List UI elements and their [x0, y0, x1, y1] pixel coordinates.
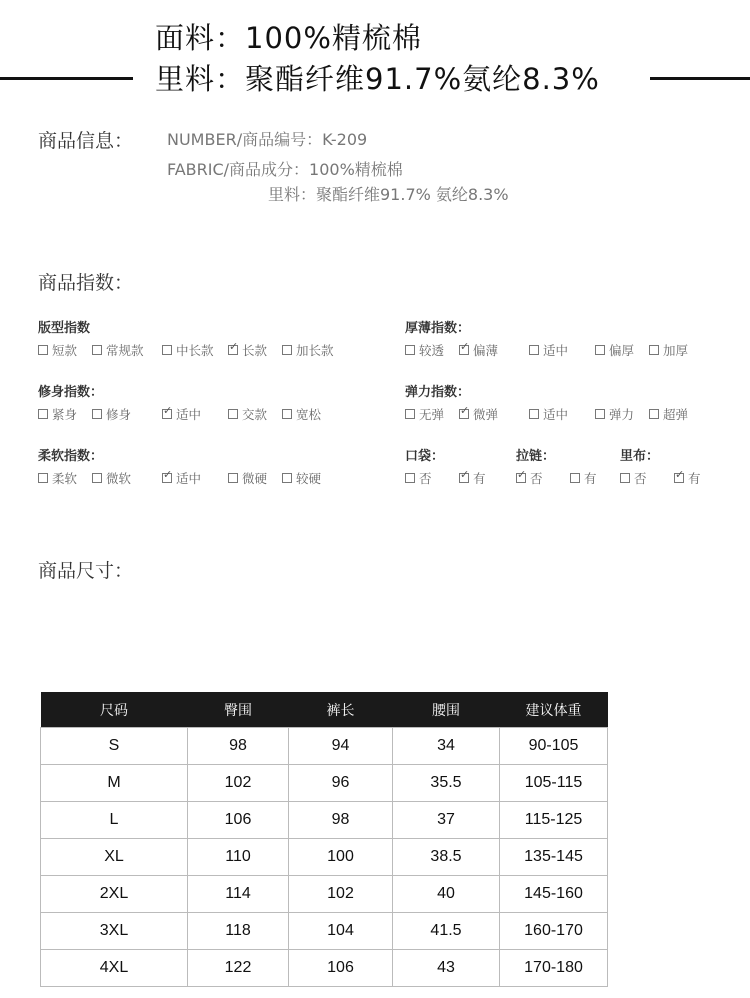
size-chart-heading: 商品尺寸： [38, 560, 134, 582]
option-row [38, 405, 342, 423]
index-option[interactable] [92, 341, 162, 359]
option-label: 有 [473, 471, 486, 486]
product-info-heading: 商品信息： [38, 130, 134, 152]
option-label: 微硬 [242, 471, 268, 486]
table-cell: 41.5 [393, 913, 500, 950]
table-cell: S [41, 728, 188, 765]
table-cell: 43 [393, 950, 500, 987]
table-cell: 170-180 [500, 950, 608, 987]
table-cell: 106 [289, 950, 393, 987]
index-option[interactable] [595, 341, 649, 359]
table-cell: 98 [188, 728, 289, 765]
option-label: 交款 [242, 407, 268, 422]
option-label: 偏厚 [609, 343, 635, 358]
option-label: 常规款 [106, 343, 144, 358]
table-cell: 118 [188, 913, 289, 950]
option-label: 适中 [176, 407, 202, 422]
index-title: 弹力指数： [405, 385, 471, 400]
table-cell: M [41, 765, 188, 802]
table-cell: 38.5 [393, 839, 500, 876]
fabric-line: 面料：100%精梳棉 [155, 21, 422, 55]
checkbox-icon[interactable] [529, 409, 539, 419]
option-label: 否 [634, 471, 647, 486]
option-label: 较硬 [296, 471, 322, 486]
index-option[interactable] [38, 469, 92, 487]
option-label: 较透 [419, 343, 445, 358]
table-row [41, 728, 608, 765]
checkbox-icon[interactable] [38, 409, 48, 419]
option-row [516, 469, 620, 487]
table-cell: 2XL [41, 876, 188, 913]
table-cell: 34 [393, 728, 500, 765]
size-table [40, 692, 608, 987]
checkbox-icon[interactable] [405, 409, 415, 419]
left-rule [0, 77, 133, 80]
table-cell: 4XL [41, 950, 188, 987]
product-number: NUMBER/商品编号：K-209 [167, 130, 368, 149]
table-cell: 105-115 [500, 765, 608, 802]
product-index-heading: 商品指数： [38, 272, 134, 294]
checked-box-icon[interactable] [162, 473, 172, 483]
table-cell: 37 [393, 802, 500, 839]
index-option[interactable] [405, 469, 459, 487]
index-option[interactable] [570, 469, 620, 487]
option-row [620, 469, 724, 487]
index-title: 修身指数： [38, 385, 104, 400]
table-cell: 122 [188, 950, 289, 987]
index-option[interactable] [459, 341, 529, 359]
index-option[interactable] [595, 405, 649, 423]
checkbox-icon[interactable] [38, 345, 48, 355]
checkbox-icon[interactable] [282, 473, 292, 483]
index-option[interactable] [529, 405, 595, 423]
checkbox-icon[interactable] [649, 409, 659, 419]
option-label: 宽松 [296, 407, 322, 422]
checkbox-icon[interactable] [282, 345, 292, 355]
table-cell: 114 [188, 876, 289, 913]
table-cell: 145-160 [500, 876, 608, 913]
option-row [38, 341, 342, 359]
checkbox-icon[interactable] [38, 473, 48, 483]
checkbox-icon[interactable] [282, 409, 292, 419]
checkbox-icon[interactable] [649, 345, 659, 355]
index-option[interactable] [228, 469, 282, 487]
checked-box-icon[interactable] [459, 345, 469, 355]
index-option[interactable] [649, 405, 709, 423]
index-option[interactable] [405, 341, 459, 359]
option-label: 偏薄 [473, 343, 499, 358]
option-label: 适中 [543, 343, 569, 358]
table-cell: L [41, 802, 188, 839]
option-label: 加长款 [296, 343, 334, 358]
checked-box-icon[interactable] [516, 473, 526, 483]
table-cell: 90-105 [500, 728, 608, 765]
checkbox-icon[interactable] [405, 345, 415, 355]
option-label: 修身 [106, 407, 132, 422]
checkbox-icon[interactable] [228, 409, 238, 419]
option-row [405, 469, 509, 487]
option-label: 紧身 [52, 407, 78, 422]
index-title: 柔软指数： [38, 449, 104, 464]
checkbox-icon[interactable] [595, 345, 605, 355]
zipper-title: 拉链： [516, 449, 556, 464]
option-label: 有 [688, 471, 701, 486]
option-label: 弹力 [609, 407, 635, 422]
index-option[interactable] [459, 405, 529, 423]
index-option[interactable] [529, 341, 595, 359]
col-header-hip: 臀围 [188, 692, 289, 728]
table-cell: 40 [393, 876, 500, 913]
table-cell: 160-170 [500, 913, 608, 950]
table-row [41, 802, 608, 839]
table-cell: 98 [289, 802, 393, 839]
index-option[interactable] [162, 469, 228, 487]
index-option[interactable] [459, 469, 509, 487]
index-option[interactable] [162, 341, 228, 359]
table-cell: XL [41, 839, 188, 876]
checked-box-icon[interactable] [162, 409, 172, 419]
lining-title: 里布： [620, 449, 660, 464]
index-option[interactable] [282, 469, 342, 487]
index-option[interactable] [162, 405, 228, 423]
right-rule [650, 77, 750, 80]
index-option[interactable] [92, 405, 162, 423]
table-row [41, 839, 608, 876]
option-row [405, 405, 709, 423]
index-title: 版型指数 [38, 321, 91, 336]
option-label: 否 [530, 471, 543, 486]
checked-box-icon[interactable] [228, 345, 238, 355]
index-option[interactable] [674, 469, 724, 487]
index-option[interactable] [620, 469, 674, 487]
option-label: 长款 [242, 343, 268, 358]
checkbox-icon[interactable] [92, 473, 102, 483]
table-row [41, 876, 608, 913]
checkbox-icon[interactable] [405, 473, 415, 483]
table-cell: 102 [188, 765, 289, 802]
table-cell: 104 [289, 913, 393, 950]
checkbox-icon[interactable] [570, 473, 580, 483]
option-label: 适中 [543, 407, 569, 422]
col-header-size: 尺码 [41, 692, 188, 728]
size-table-header [41, 692, 608, 728]
index-option[interactable] [228, 405, 282, 423]
table-cell: 135-145 [500, 839, 608, 876]
checkbox-icon[interactable] [228, 473, 238, 483]
table-cell: 96 [289, 765, 393, 802]
index-option[interactable] [228, 341, 282, 359]
table-cell: 3XL [41, 913, 188, 950]
table-row [41, 765, 608, 802]
option-row [38, 469, 342, 487]
product-fabric: FABRIC/商品成分：100%精梳棉 [167, 160, 403, 179]
option-label: 中长款 [176, 343, 214, 358]
option-label: 否 [419, 471, 432, 486]
option-label: 适中 [176, 471, 202, 486]
option-label: 微弹 [473, 407, 499, 422]
table-row [41, 950, 608, 987]
index-title: 厚薄指数： [405, 321, 471, 336]
option-label: 无弹 [419, 407, 445, 422]
table-cell: 94 [289, 728, 393, 765]
checkbox-icon[interactable] [595, 409, 605, 419]
checkbox-icon[interactable] [162, 345, 172, 355]
col-header-weight: 建议体重 [500, 692, 608, 728]
checkbox-icon[interactable] [92, 409, 102, 419]
table-cell: 35.5 [393, 765, 500, 802]
index-option[interactable] [649, 341, 709, 359]
option-row [405, 341, 709, 359]
option-label: 柔软 [52, 471, 78, 486]
index-option[interactable] [38, 405, 92, 423]
checked-box-icon[interactable] [459, 473, 469, 483]
col-header-waist: 腰围 [393, 692, 500, 728]
table-cell: 115-125 [500, 802, 608, 839]
table-cell: 100 [289, 839, 393, 876]
product-lining: 里料：聚酯纤维91.7% 氨纶8.3% [268, 185, 509, 204]
option-label: 加厚 [663, 343, 689, 358]
col-header-length: 裤长 [289, 692, 393, 728]
checkbox-icon[interactable] [529, 345, 539, 355]
checkbox-icon[interactable] [620, 473, 630, 483]
table-row [41, 913, 608, 950]
option-label: 短款 [52, 343, 78, 358]
index-option[interactable] [282, 405, 342, 423]
pocket-title: 口袋： [405, 449, 445, 464]
index-option[interactable] [92, 469, 162, 487]
table-cell: 106 [188, 802, 289, 839]
checked-box-icon[interactable] [459, 409, 469, 419]
index-option[interactable] [405, 405, 459, 423]
option-label: 超弹 [663, 407, 689, 422]
index-option[interactable] [282, 341, 342, 359]
checkbox-icon[interactable] [92, 345, 102, 355]
lining-line: 里料：聚酯纤维91.7%氨纶8.3% [155, 62, 600, 96]
index-option[interactable] [516, 469, 570, 487]
table-cell: 102 [289, 876, 393, 913]
checked-box-icon[interactable] [674, 473, 684, 483]
option-label: 微软 [106, 471, 132, 486]
index-option[interactable] [38, 341, 92, 359]
option-label: 有 [584, 471, 597, 486]
table-cell: 110 [188, 839, 289, 876]
